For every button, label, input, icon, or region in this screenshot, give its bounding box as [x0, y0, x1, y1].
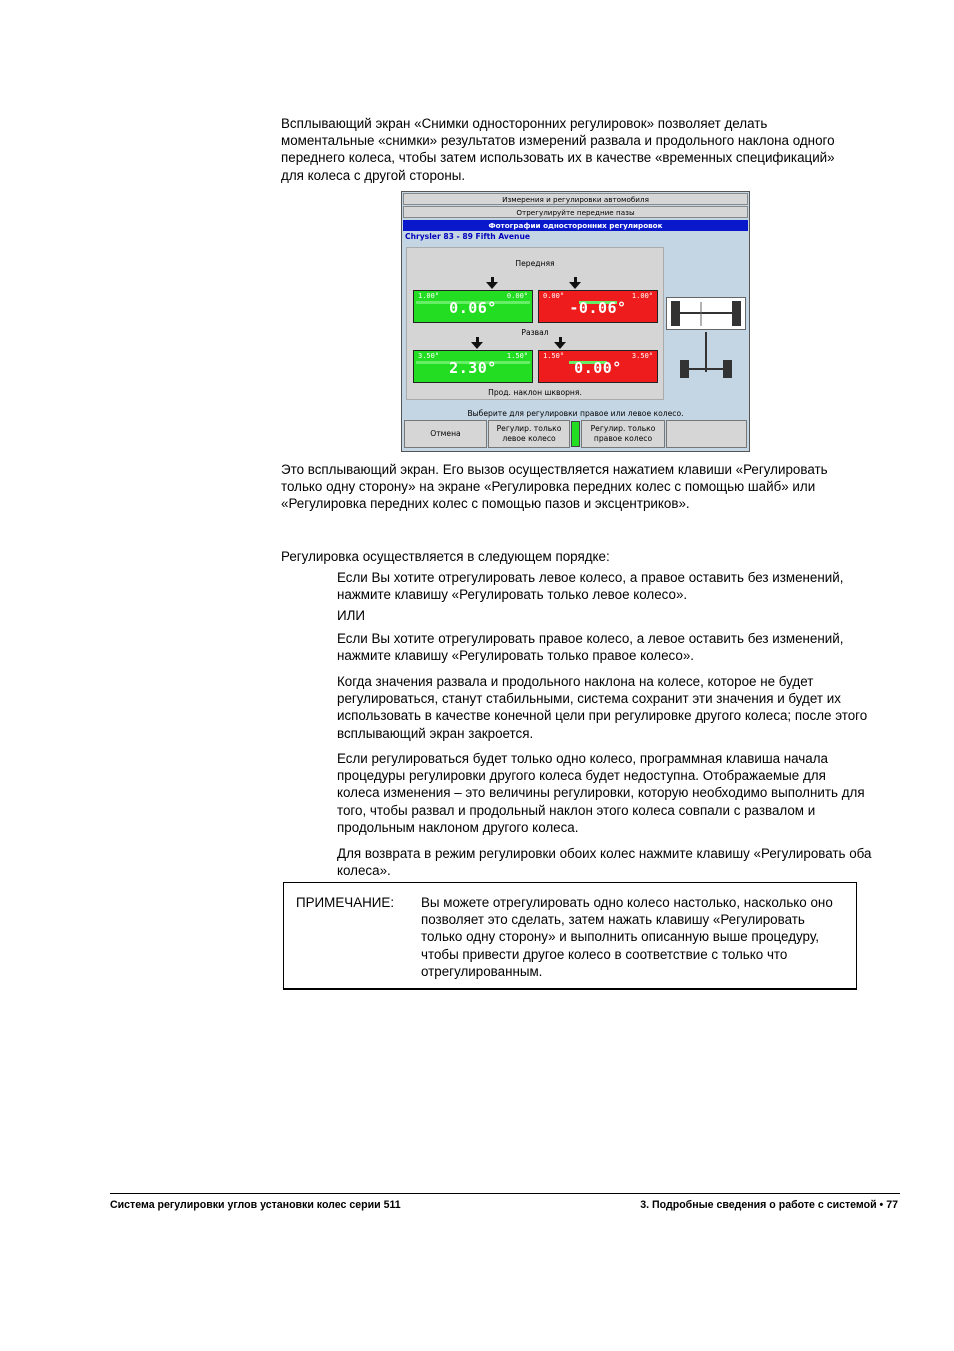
- intro-paragraph: Всплывающий экран «Снимки односторонних регулировок» позволяет делать моментальные «снимки» результатов измерений развала и продольного наклона одного переднего колеса, чтобы затем использовать их в качестве «временных спецификаций» для колеса с другой стороны.: [281, 116, 835, 183]
- camber-label: Развал: [521, 328, 549, 337]
- step-left: Если Вы хотите отрегулировать левое колесо, а правое оставить без изменений, нажмите клавишу «Регулировать только левое колесо».: [337, 570, 844, 603]
- target-arrow-icon: [486, 282, 498, 289]
- gauge-value: -0.06°: [569, 299, 627, 317]
- screen-title-bar: Измерения и регулировки автомобиля: [403, 193, 748, 205]
- footer-rule: [110, 1193, 900, 1194]
- target-arrow-icon: [554, 342, 566, 349]
- caster-left-gauge: [413, 350, 533, 383]
- gauge-panel: [406, 247, 664, 400]
- note-text: Вы можете отрегулировать одно колесо настолько, насколько оно позволяет это сделать, затем нажать клавишу «Регулировать только одну сторону» и выполнить описанную выше процедуру, чтобы привести другое колесо в соответствие с только что отрегулированным.: [421, 895, 833, 979]
- rear-axle-icon: [676, 332, 736, 382]
- gauge-max: 3.50°: [631, 352, 653, 360]
- adjust-right-only-button[interactable]: [581, 420, 665, 448]
- axle-diagram-icon: [666, 297, 746, 330]
- gauge-value: 0.06°: [449, 299, 497, 317]
- vehicle-name: Chrysler 83 - 89 Fifth Avenue: [405, 232, 530, 241]
- caster-label: Прод. наклон шкворня.: [488, 388, 582, 397]
- target-arrow-icon: [569, 282, 581, 289]
- front-label: Передняя: [515, 259, 555, 268]
- gauge-max: 1.00°: [631, 292, 653, 300]
- button-line: Регулир. только: [496, 424, 562, 433]
- button-line: левое колесо: [502, 434, 556, 443]
- note-box: [283, 882, 857, 990]
- order-intro: Регулировка осуществляется в следующем порядке:: [281, 549, 610, 564]
- gauge-min: 1.50°: [543, 352, 565, 360]
- cancel-button[interactable]: Отмена: [404, 420, 487, 448]
- step-or: ИЛИ: [337, 608, 366, 623]
- gauge-value: 0.00°: [574, 359, 622, 377]
- camber-right-gauge: [538, 290, 658, 323]
- gauge-max: 1.50°: [506, 352, 528, 360]
- status-line: Выберите для регулировки правое или левое колесо.: [403, 408, 748, 419]
- screenshot-popup: [401, 191, 750, 452]
- popup-description: Это всплывающий экран. Его вызов осуществляется нажатием клавиши «Регулировать только одну сторону» на экране «Регулировка передних колес с помощью шайб» или «Регулировка передних колес с помощью пазов и эксцентриков».: [281, 462, 828, 512]
- footer-title: Система регулировки углов установки колес серии 511: [110, 1199, 401, 1211]
- button-line: правое колесо: [593, 434, 653, 443]
- adjust-left-only-button[interactable]: [488, 420, 570, 448]
- button-line: Регулир. только: [590, 424, 656, 433]
- footer-page: 3. Подробные сведения о работе с системой • 77: [640, 1199, 898, 1211]
- camber-left-gauge: [413, 290, 533, 323]
- step-one-wheel: Если регулироваться будет только одно колесо, программная клавиша начала процедуры регулировки другого колеса будет недоступна. Отображаемые для колеса изменения – это величины регулировки, которую необходимо выполнить для того, чтобы развал и продольный наклон этого колеса совпали с развалом и продольным наклоном другого колеса.: [337, 751, 865, 835]
- step-return: Для возврата в режим регулировки обоих колес нажмите клавишу «Регулировать оба колеса».: [337, 846, 872, 879]
- gauge-value: 2.30°: [449, 359, 497, 377]
- gauge-min: 0.00°: [543, 292, 565, 300]
- target-arrow-icon: [471, 342, 483, 349]
- popup-title: Фотографии односторонних регулировок: [403, 220, 748, 231]
- gauge-max: 0.00°: [506, 292, 528, 300]
- gauge-min: 3.50°: [418, 352, 440, 360]
- front-axle-icon: [667, 298, 745, 329]
- caster-right-gauge: [538, 350, 658, 383]
- empty-softkey[interactable]: [666, 420, 747, 448]
- note-label: ПРИМЕЧАНИЕ:: [296, 895, 395, 910]
- selection-indicator: [571, 421, 580, 447]
- step-right: Если Вы хотите отрегулировать правое колесо, а левое оставить без изменений, нажмите клавишу «Регулировать только правое колесо».: [337, 631, 844, 664]
- screen-sub-bar: Отрегулируйте передние пазы: [403, 206, 748, 218]
- gauge-min: 1.00°: [418, 292, 440, 300]
- step-stable: Когда значения развала и продольного наклона на колесе, которое не будет регулироваться, станут стабильными, система сохранит эти значения и будет их использовать в качестве конечной цели при регулировке другого колеса; после этого всплывающий экран закроется.: [337, 674, 868, 741]
